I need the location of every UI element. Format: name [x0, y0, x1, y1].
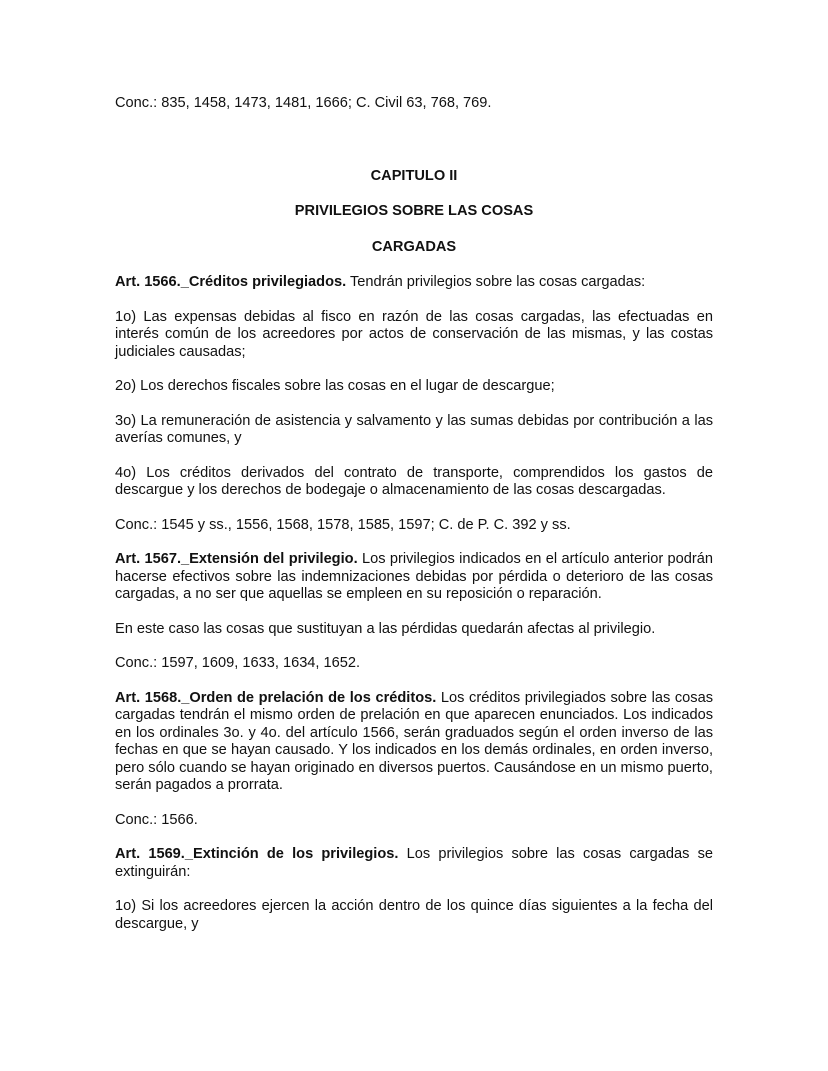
article-1568-title: Orden de prelación de los créditos.: [189, 689, 437, 706]
article-1566-item-1: 1o) Las expensas debidas al fisco en razón de las cosas cargadas, las efectuadas en interés común de los acreedores por actos de conservación de las mismas, y las costas judiciales causadas;: [115, 308, 713, 360]
article-1566-item-4: 4o) Los créditos derivados del contrato de transporte, comprendidos los gastos de descargue y los derechos de bodegaje o almacenamiento de las cosas descargadas.: [115, 464, 713, 498]
chapter-title-line2: CARGADAS: [371, 238, 457, 255]
article-1566-heading: [115, 274, 713, 292]
article-1567-paragraph-2: En este caso las cosas que sustituyan a las pérdidas quedarán afectas al privilegio.: [115, 620, 656, 637]
article-1569-item-1: 1o) Si los acreedores ejercen la acción dentro de los quince días siguientes a la fecha del descargue, y: [115, 898, 713, 932]
article-1569-paragraph: [115, 846, 713, 881]
article-1567-concordance: Conc.: 1597, 1609, 1633, 1634, 1652.: [115, 655, 361, 671]
chapter-title-line1: PRIVILEGIOS SOBRE LAS COSAS: [294, 203, 534, 219]
article-1568-concordance: Conc.: 1566.: [115, 811, 198, 828]
article-1568-paragraph: [115, 690, 713, 795]
article-1567-title: Extensión del privilegio.: [189, 551, 358, 567]
article-1567-number: Art. 1567._: [115, 551, 190, 567]
article-1569-title: Extinción de los privilegios.: [192, 846, 399, 862]
article-1566-item-3: 3o) La remuneración de asistencia y salvamento y las sumas debidas por contribución a las averías comunes, y: [115, 412, 713, 446]
article-1567-body: Los privilegios indicados en el artículo anterior podrán hacerse efectivos sobre las indemnizaciones debidas por pérdida o deterioro de las cosas cargadas, a no ser que aquellas se empleen en su reposición o reparación.: [115, 551, 713, 602]
article-1566-concordance: Conc.: 1545 y ss., 1556, 1568, 1578, 1585, 1597; C. de P. C. 392 y ss.: [115, 516, 571, 533]
article-1566-intro: Tendrán privilegios sobre las cosas cargadas:: [346, 274, 646, 290]
article-1566-number: Art. 1566._: [115, 274, 189, 290]
article-1568-number: Art. 1568._: [115, 689, 190, 706]
document-page: [115, 95, 713, 950]
concordance-top: Conc.: 835, 1458, 1473, 1481, 1666; C. Civil 63, 768, 769.: [115, 95, 492, 111]
article-1569-number: Art. 1569._: [115, 846, 193, 862]
article-1567-paragraph: [115, 551, 713, 604]
article-1566-item-2: 2o) Los derechos fiscales sobre las cosas en el lugar de descargue;: [115, 378, 555, 394]
article-1568-body: Los créditos privilegiados sobre las cosas cargadas tendrán el mismo orden de prelación en que aparecen enunciados. Los indicados en los ordinales 3o. y 4o. del artículo 1566, serán graduados según el orden inverso de las fechas en que se hayan causado. Y los indicados en los demás ordinales, en orden inverso, pero sólo cuando se hayan originado en diversos puertos. Causándose en un mismo puerto, serán pagados a prorrata.: [115, 689, 713, 793]
chapter-label: CAPITULO II: [370, 167, 458, 184]
article-1569-body: Los privilegios sobre las cosas cargadas se extinguirán:: [115, 846, 713, 880]
article-1566-title: Créditos privilegiados.: [188, 274, 347, 290]
